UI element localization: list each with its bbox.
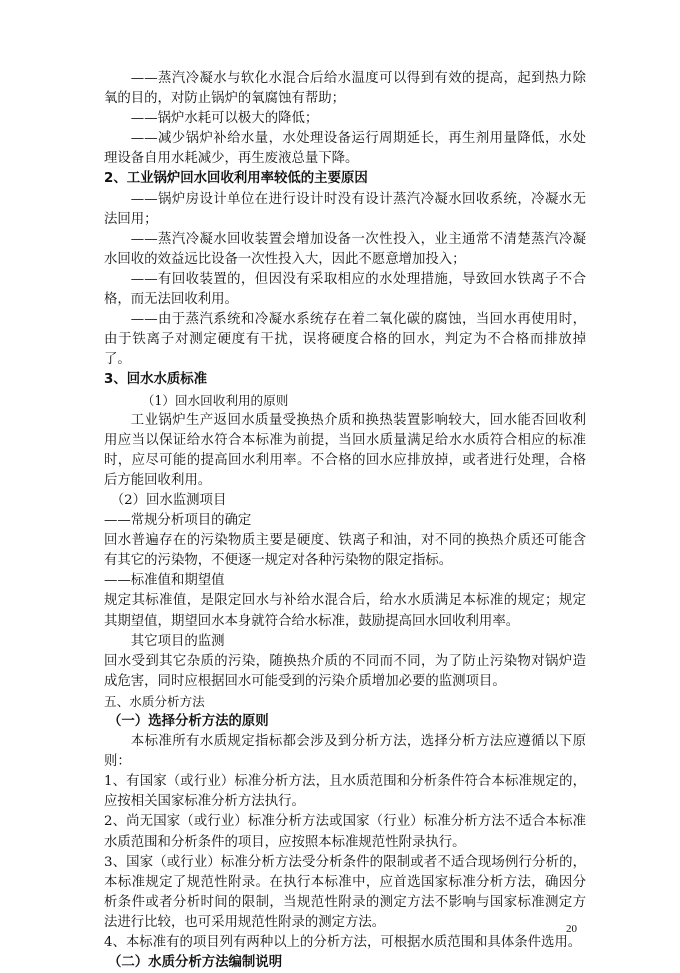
section-heading: （二）水质分析方法编制说明 — [108, 955, 283, 971]
section-heading: 3、回水水质标准 — [104, 372, 208, 388]
paragraph: 1、有国家（或行业）标准分析方法，且水质范围和分析条件符合本标准规定的，应按相关国家标准分析方法执行。 — [104, 774, 586, 810]
paragraph: ——蒸汽冷凝水回收装置会增加设备一次性投入，业主通常不清楚蒸汽冷凝水回收的效益远比设备一次性投入大，因此不愿意增加投入； — [104, 231, 586, 267]
section-heading: 2、工业锅炉回水回收利用率较低的主要原因 — [104, 171, 368, 187]
paragraph: 回水普遍存在的污染物质主要是硬度、铁离子和油，对不同的换热介质还可能含有其它的污染物，不便逐一规定对各种污染物的限定指标。 — [104, 533, 586, 569]
section-heading: （一）选择分析方法的原则 — [108, 714, 269, 729]
paragraph: 其它项目的监测 — [130, 633, 225, 649]
paragraph: 4、本标准有的项目列有两种以上的分析方法，可根据水质范围和具体条件选用。 — [104, 935, 582, 951]
paragraph: 2、尚无国家（或行业）标准分析方法或国家（行业）标准分析方法不适合本标准水质范围和分析条件的项目，应按照本标准规范性附录执行。 — [104, 814, 586, 850]
paragraph: ——锅炉房设计单位在进行设计时没有设计蒸汽冷凝水回收系统，冷凝水无法回用； — [104, 191, 586, 227]
paragraph: ——有回收装置的，但因没有采取相应的水处理措施，导致回水铁离子不合格，而无法回收利用。 — [104, 271, 586, 308]
paragraph: 回水受到其它杂质的污染，随换热介质的不同而不同，为了防止污染物对锅炉造成危害，同时应根据回水可能受到的污染介质增加必要的监测项目。 — [104, 653, 586, 689]
paragraph: ——标准值和期望值 — [104, 573, 225, 589]
paragraph: ——蒸汽冷凝水与软化水混合后给水温度可以得到有效的提高，起到热力除氧的目的，对防止锅炉的氧腐蚀有帮助； — [104, 71, 586, 107]
paragraph: （2）回水监测项目 — [110, 492, 227, 508]
document-body — [104, 69, 586, 973]
paragraph: 3、国家（或行业）标准分析方法受分析条件的限制或者不适合现场例行分析的，本标准规定了规范性附录。在执行本标准中，应首选国家标准分析方法，确因分析条件或者分析时间的限制，当规范性附录的测定方法不影响与国家标准测定方法进行比较，也可采用规范性附录的测定方法。 — [104, 854, 586, 930]
page-number: 20 — [566, 923, 577, 935]
paragraph: 五、水质分析方法 — [104, 693, 205, 709]
paragraph: 规定其标准值，是限定回水与补给水混合后，给水水质满足本标准的规定；规定其期望值，期望回水本身就符合给水标准，鼓励提高回水回收利用率。 — [104, 593, 586, 629]
paragraph: （1）回水回收利用的原则 — [141, 392, 289, 408]
paragraph: 工业锅炉生产返回水质量受换热介质和换热装置影响较大，回水能否回收利用应当以保证给水符合本标准为前提，当回水质量满足给水水质符合相应的标准时，应尽可能的提高回水利用率。不合格的回水应排放掉，或者进行处理，合格后方能回收利用。 — [104, 412, 586, 488]
paragraph: ——锅炉水耗可以极大的降低； — [130, 111, 319, 127]
paragraph: ——减少锅炉补给水量，水处理设备运行周期延长，再生剂用量降低，水处理设备自用水耗减少，再生废液总量下降。 — [104, 131, 586, 167]
paragraph: ——常规分析项目的确定 — [104, 513, 252, 529]
paragraph: 本标准所有水质规定指标都会涉及到分析方法，选择分析方法应遵循以下原则： — [104, 734, 586, 770]
paragraph: ——由于蒸汽系统和冷凝水系统存在着二氧化碳的腐蚀，当回水再使用时，由于铁离子对测定硬度有干扰，误将硬度合格的回水，判定为不合格而排放掉了。 — [104, 312, 586, 368]
